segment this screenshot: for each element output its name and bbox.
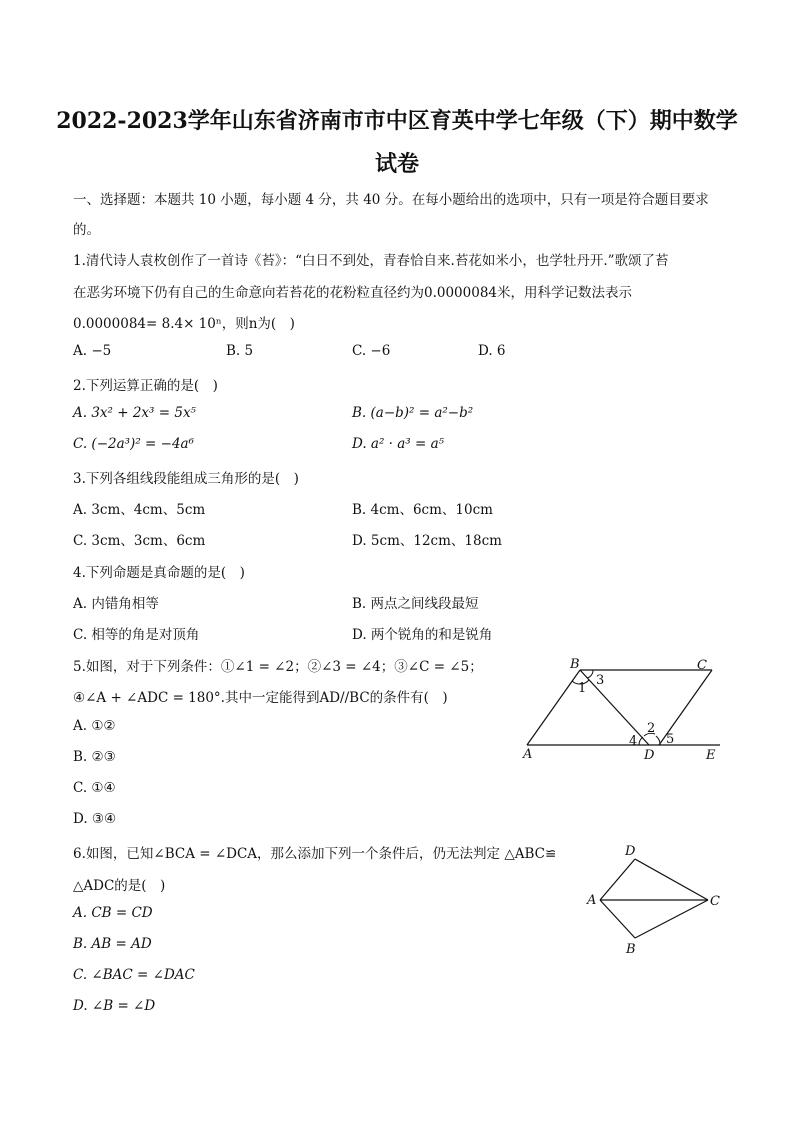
q5-angle-5: 5: [666, 732, 675, 747]
q1-option-c[interactable]: C. −6: [352, 343, 391, 359]
q5-text-line2: ④∠A + ∠ADC = 180°.其中一定能得到AD//BC的条件有( ): [73, 690, 448, 706]
section-instructions-line2: 的。: [73, 222, 100, 238]
q5-option-b[interactable]: B. ②③: [73, 749, 116, 765]
q5-label-d: D: [644, 748, 655, 763]
q2-option-d[interactable]: D. a² · a³ = a⁵: [352, 436, 445, 452]
q5-option-d[interactable]: D. ③④: [73, 811, 117, 827]
exam-title-line1: 2022-2023学年山东省济南市市中区育英中学七年级（下）期中数学: [56, 108, 738, 134]
q4-option-d[interactable]: D. 两个锐角的和是锐角: [352, 627, 493, 643]
q3-option-b[interactable]: B. 4cm、6cm、10cm: [352, 502, 493, 518]
section-instructions-line1: 一、选择题：本题共 10 小题，每小题 4 分，共 40 分。在每小题给出的选项中，只有一项是符合题目要求: [73, 192, 709, 208]
q4-option-c[interactable]: C. 相等的角是对顶角: [73, 627, 200, 643]
q5-text-line1: 5.如图，对于下列条件：①∠1 = ∠2；②∠3 = ∠4；③∠C = ∠5；: [73, 659, 483, 675]
q6-option-c[interactable]: C. ∠BAC = ∠DAC: [73, 967, 195, 983]
q2-option-c[interactable]: C. (−2a³)² = −4a⁶: [73, 436, 194, 452]
q5-label-a: A: [523, 747, 533, 762]
q6-label-b: B: [626, 942, 636, 957]
q1-text-line3: 0.0000084= 8.4× 10ⁿ，则n为( ): [73, 316, 295, 332]
q5-angle-3: 3: [596, 673, 605, 688]
q6-option-a[interactable]: A. CB = CD: [73, 905, 153, 921]
q5-angle-2: 2: [647, 721, 656, 736]
q3-option-d[interactable]: D. 5cm、12cm、18cm: [352, 533, 502, 549]
q5-label-e: E: [706, 748, 716, 763]
q2-option-a[interactable]: A. 3x² + 2x³ = 5x⁵: [73, 405, 196, 421]
q5-label-b: B: [570, 657, 580, 672]
q2-text: 2.下列运算正确的是( ): [73, 378, 218, 394]
q5-label-c: C: [697, 658, 707, 673]
q6-text-line2: △ADC的是( ): [73, 878, 166, 894]
q1-option-d[interactable]: D. 6: [478, 343, 506, 359]
q3-text: 3.下列各组线段能组成三角形的是( ): [73, 471, 299, 487]
q2-option-b[interactable]: B. (a−b)² = a²−b²: [352, 405, 474, 421]
q6-option-d[interactable]: D. ∠B = ∠D: [73, 998, 156, 1014]
q4-option-b[interactable]: B. 两点之间线段最短: [352, 596, 479, 612]
q5-option-c[interactable]: C. ①④: [73, 780, 116, 796]
q6-label-a: A: [587, 893, 597, 908]
q6-text-line1: 6.如图，已知∠BCA = ∠DCA，那么添加下列一个条件后，仍无法判定 △ABC≌: [73, 846, 557, 862]
q6-option-b[interactable]: B. AB = AD: [73, 936, 152, 952]
q6-label-c: C: [710, 894, 720, 909]
q6-label-d: D: [625, 844, 636, 859]
q5-angle-1: 1: [578, 681, 587, 696]
q1-text-line1: 1.清代诗人袁枚创作了一首诗《苔》：“白日不到处，青春恰自来.苔花如米小，也学牡丹开.”歌颂了苔: [73, 253, 669, 269]
q6-triangles-figure: [585, 842, 735, 962]
q1-option-b[interactable]: B. 5: [226, 343, 254, 359]
q3-option-a[interactable]: A. 3cm、4cm、5cm: [73, 502, 206, 518]
q1-text-line2: 在恶劣环境下仍有自己的生命意向若苔花的花粉粒直径约为0.0000084米，用科学记数法表示: [73, 285, 633, 301]
q5-angle-4: 4: [629, 734, 638, 749]
q4-option-a[interactable]: A. 内错角相等: [73, 596, 159, 612]
q5-parallelogram-figure: [510, 656, 740, 766]
q4-text: 4.下列命题是真命题的是( ): [73, 565, 245, 581]
q5-option-a[interactable]: A. ①②: [73, 718, 116, 734]
q1-option-a[interactable]: A. −5: [73, 343, 112, 359]
exam-title-line2: 试卷: [374, 151, 419, 177]
q3-option-c[interactable]: C. 3cm、3cm、6cm: [73, 533, 206, 549]
